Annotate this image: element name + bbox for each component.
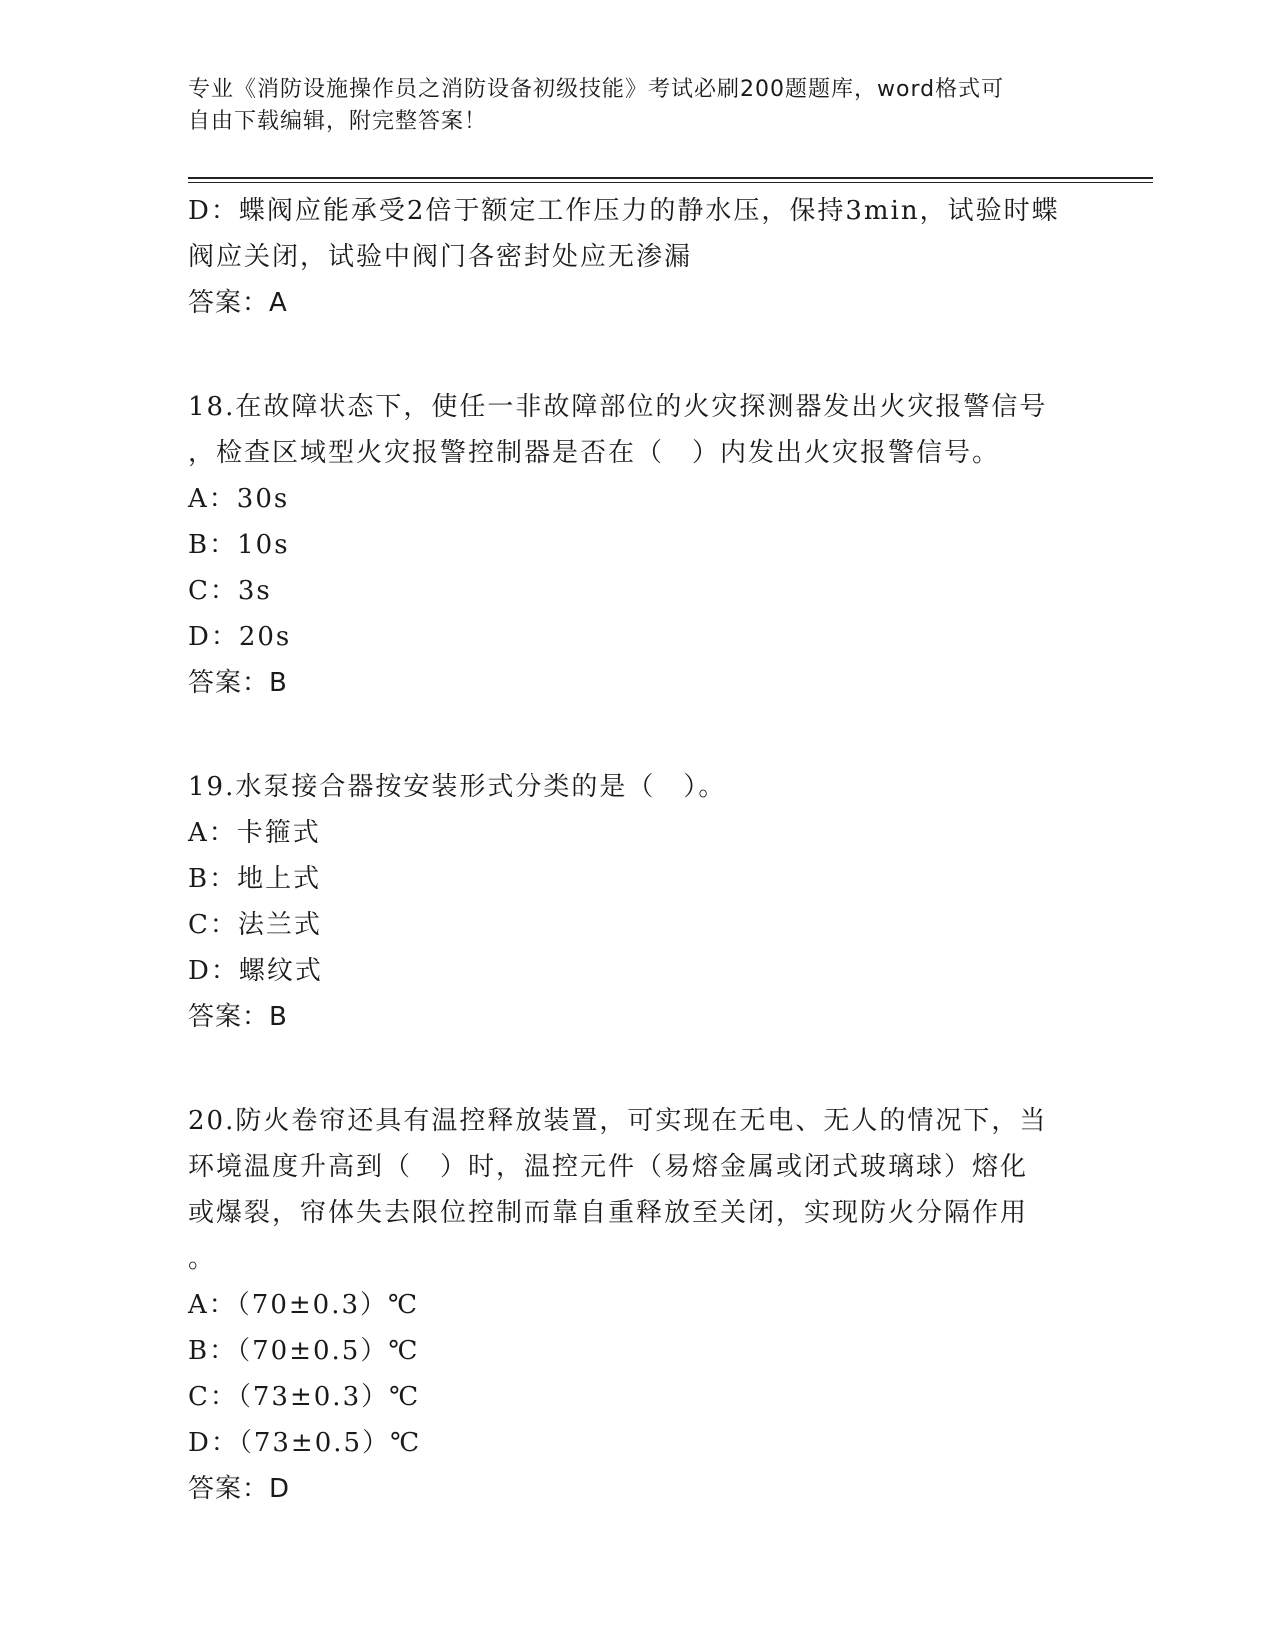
header-line-2: 自由下载编辑，附完整答案！: [188, 109, 488, 134]
option-c: C：（73±0.3）℃: [188, 1382, 421, 1412]
page-header: [188, 74, 1088, 138]
option-d-line-2: 阀应关闭，试验中阀门各密封处应无渗漏: [188, 242, 693, 272]
option-d: D：螺纹式: [188, 956, 323, 986]
option-a: A：30s: [188, 484, 290, 514]
question-stem-line: 19.水泵接合器按安装形式分类的是（ ）。: [188, 772, 727, 802]
option-a: A：卡箍式: [188, 818, 321, 848]
option-a: A：（70±0.3）℃: [188, 1290, 420, 1320]
header-divider-thick: [188, 177, 1153, 179]
answer-line: 答案：B: [188, 668, 288, 698]
document-body: [188, 188, 1088, 1512]
answer-line: 答案：A: [188, 288, 288, 318]
option-b: B：10s: [188, 530, 290, 560]
question-stem-line: 环境温度升高到（ ）时，温控元件（易熔金属或闭式玻璃球）熔化: [188, 1152, 1029, 1182]
question-18: [188, 384, 1088, 706]
answer-line: 答案：D: [188, 1474, 291, 1504]
option-c: C：3s: [188, 576, 272, 606]
question-stem-line: 20.防火卷帘还具有温控释放装置，可实现在无电、无人的情况下，当: [188, 1106, 1048, 1136]
header-divider-thin: [188, 182, 1153, 183]
previous-question-tail: [188, 188, 1088, 326]
header-line-1: 专业《消防设施操作员之消防设备初级技能》考试必刷200题题库，word格式可: [188, 77, 1005, 102]
question-20: [188, 1098, 1088, 1512]
question-19: [188, 764, 1088, 1040]
answer-line: 答案：B: [188, 1002, 288, 1032]
option-b: B：地上式: [188, 864, 322, 894]
question-stem-line: ，检查区域型火灾报警控制器是否在（ ）内发出火灾报警信号。: [188, 438, 1001, 468]
question-stem-line: 。: [188, 1244, 217, 1274]
option-d-line-1: D：蝶阀应能承受2倍于额定工作压力的静水压，保持3min，试验时蝶: [188, 196, 1060, 226]
option-c: C：法兰式: [188, 910, 322, 940]
option-d: D：20s: [188, 622, 292, 652]
question-stem-line: 或爆裂，帘体失去限位控制而靠自重释放至关闭，实现防火分隔作用: [188, 1198, 1029, 1228]
option-b: B：（70±0.5）℃: [188, 1336, 420, 1366]
option-d: D：（73±0.5）℃: [188, 1428, 422, 1458]
question-stem-line: 18.在故障状态下，使任一非故障部位的火灾探测器发出火灾报警信号: [188, 392, 1048, 422]
